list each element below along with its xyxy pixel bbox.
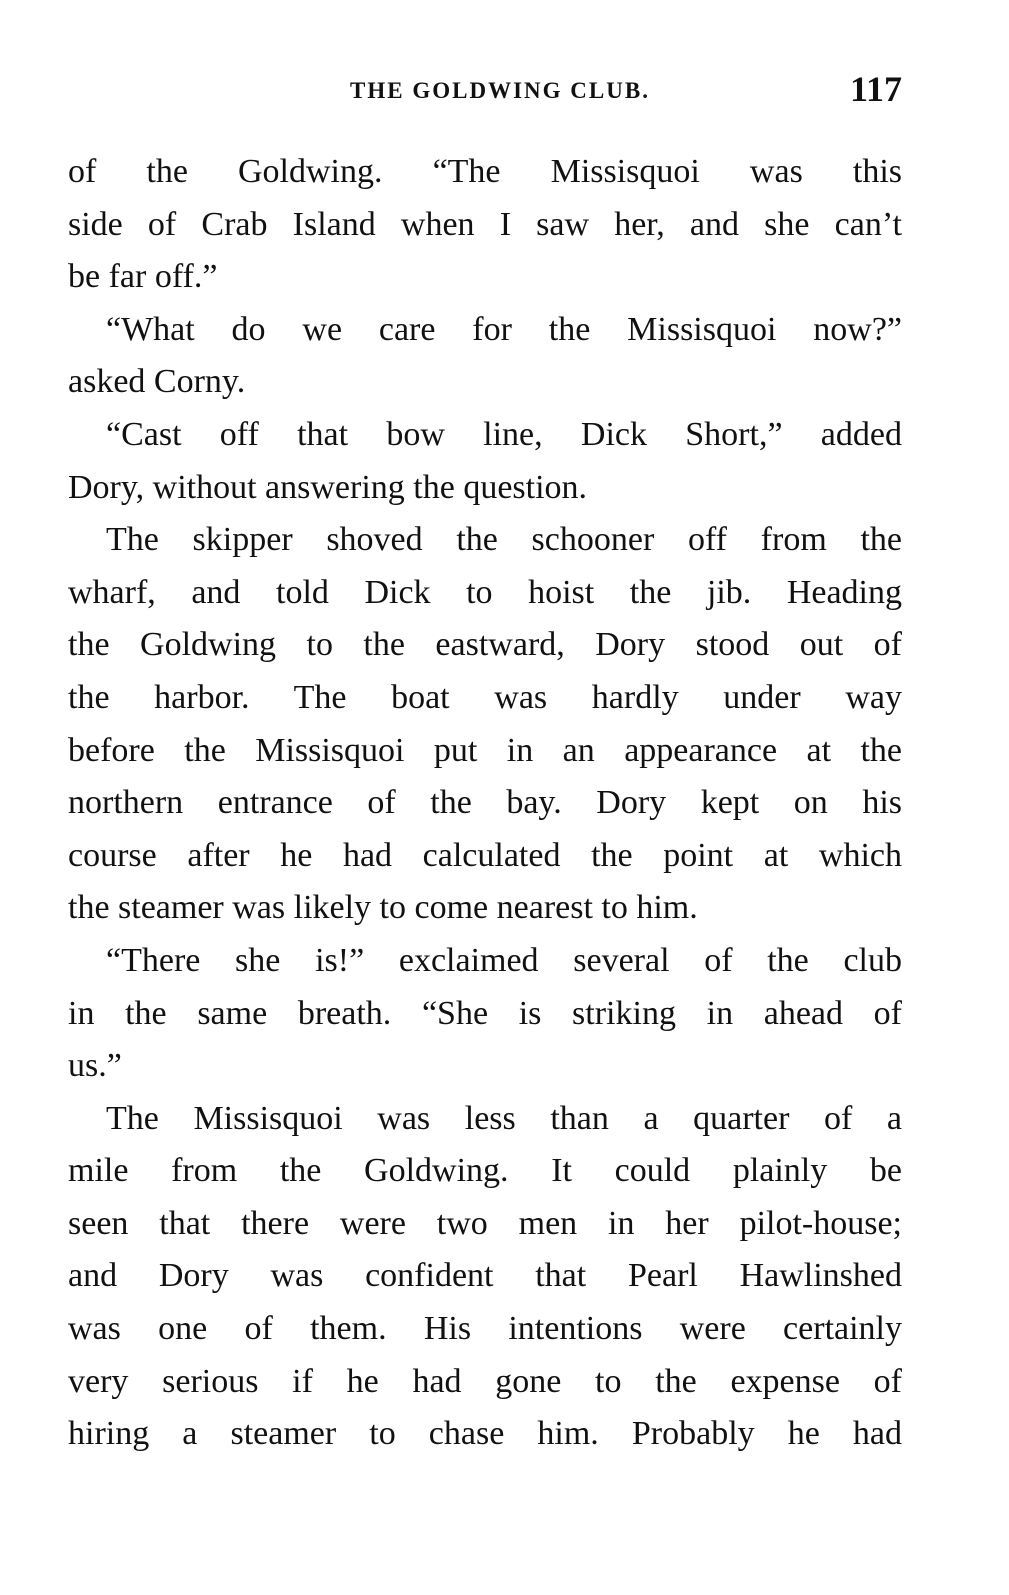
text-line: and Dory was confident that Pearl Hawlinshed [68,1257,902,1295]
text-line: wharf, and told Dick to hoist the jib. Heading [68,573,902,611]
text-line: be far off.” [68,258,218,296]
text-line: “Cast off that bow line, Dick Short,” added [106,415,902,453]
running-title: THE GOLDWING CLUB. [350,78,650,103]
text-line: The skipper shoved the schooner off from the [106,521,902,559]
text-line: course after he had calculated the point at which [68,836,902,874]
page-number: 117 [849,69,902,109]
text-line: asked Corny. [68,363,246,401]
text-line: hiring a steamer to chase him. Probably he had [68,1415,902,1453]
text-line: the harbor. The boat was hardly under way [68,678,902,716]
text-line: mile from the Goldwing. It could plainly be [68,1152,902,1190]
text-line: “What do we care for the Missisquoi now?” [106,310,902,348]
text-line: the steamer was likely to come nearest to him. [68,889,698,927]
text-line: the Goldwing to the eastward, Dory stood out of [68,626,902,664]
text-line: “There she is!” exclaimed several of the club [106,941,902,979]
text-line: in the same breath. “She is striking in ahead of [68,994,902,1032]
text-line: The Missisquoi was less than a quarter of a [106,1099,902,1137]
text-line: was one of them. His intentions were certainly [68,1310,902,1348]
text-line: before the Missisquoi put in an appearance at the [68,731,902,769]
text-line: us.” [68,1047,122,1085]
text-line: of the Goldwing. “The Missisquoi was this [68,153,902,190]
text-line: side of Crab Island when I saw her, and she can’t [68,205,902,243]
text-line: northern entrance of the bay. Dory kept on his [68,784,902,822]
text-line: Dory, without answering the question. [68,468,588,506]
text-line: very serious if he had gone to the expense of [68,1362,902,1400]
text-line: seen that there were two men in her pilot-house; [68,1204,902,1242]
running-head [68,68,902,118]
body-text [68,146,902,1461]
